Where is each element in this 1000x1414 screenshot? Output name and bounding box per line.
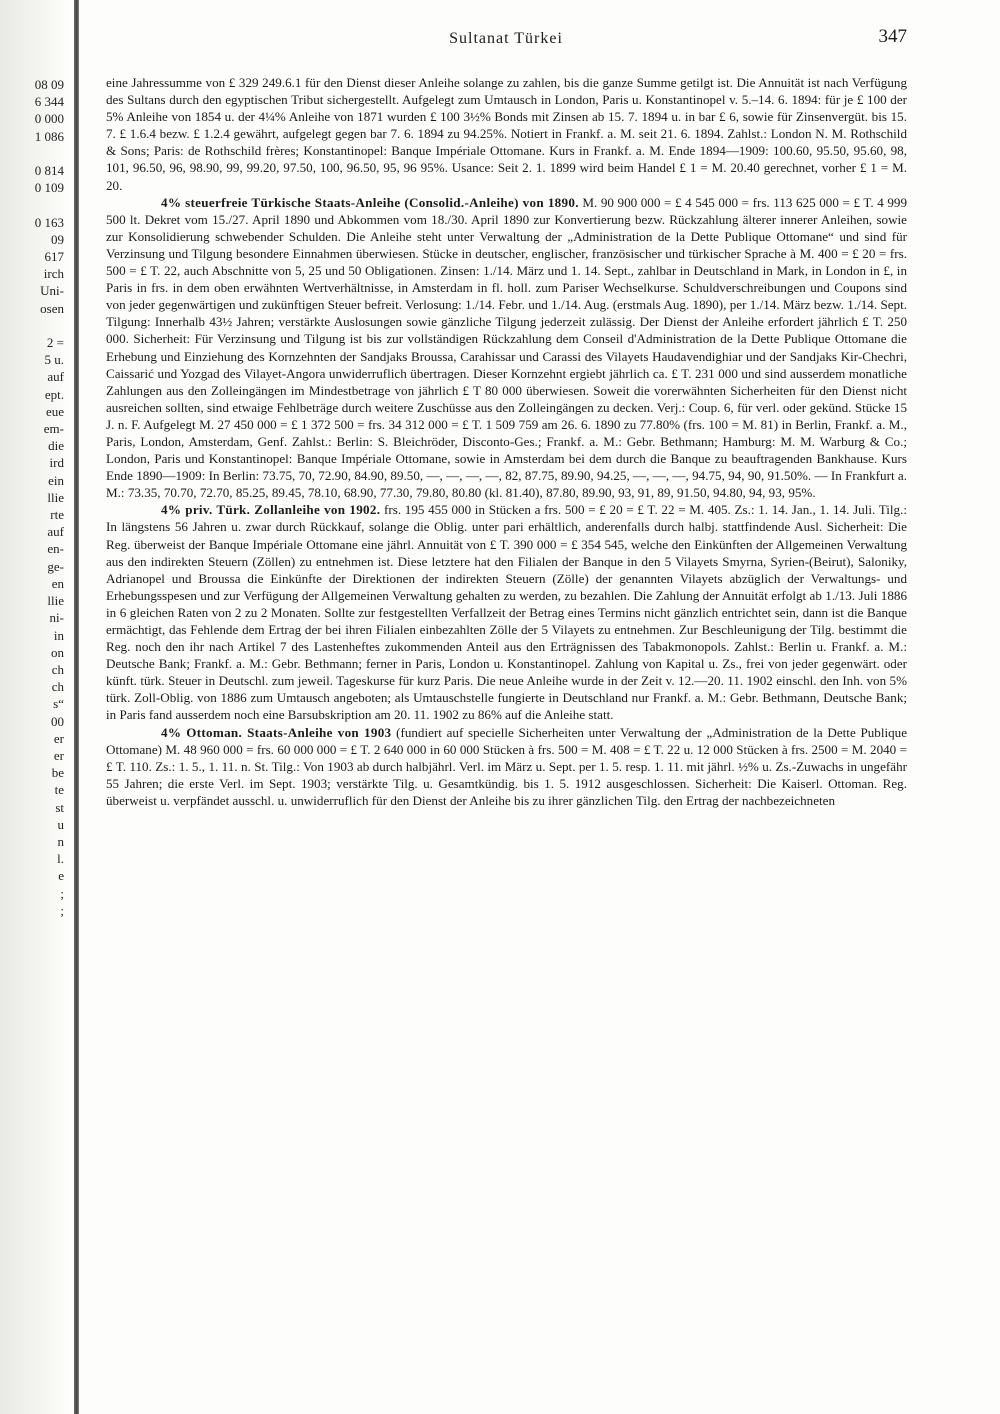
running-head — [105, 26, 907, 56]
previous-page-line: 0 000 — [34, 111, 64, 127]
main-text-column — [106, 74, 907, 1394]
previous-page-line: auf — [47, 369, 64, 385]
previous-page-line: ; — [60, 902, 64, 918]
previous-page-line: osen — [40, 300, 64, 316]
previous-page-line: 0 814 — [34, 163, 64, 179]
previous-page-line: 08 09 — [34, 77, 64, 92]
entry-body: M. 90 900 000 = £ 4 545 000 = frs. 113 625 000 = £ T. 4 999 500 lt. Dekret vom 15./27. April 1890 und Abkommen vom 18./30. April 1890 zur Konvertierung bezw. Rückzahlung älterer innerer Anleihen, sowie zur Konsolidierung schwebender Schulden. Die Anleihe steht unter Verwaltung der „Administration de la Dette Publique Ottomane“ und sind für Verzinsung und Tilgung besondere Einnahmen überwiesen. Stücke in deutscher, englischer, französischer und türkischer Sprache à M. 400 = £ 20 = frs. 500 = £ T. 22, auch Abschnitte von 5, 25 und 50 Obligationen. Zinsen: 1./14. März und 1. 14. Sept., zahlbar in Deutschland in Mark, in London in £, in Paris in frs. in dem oben erwähnten Wertverhältnisse, in Amsterdam in fl. holl. zum Pariser Wechselkurse. Schuldverschreibungen und Coupons sind von jeder gegenwärtigen und zukünftigen Steuer befreit. Verlosung: 1./14. Febr. und 1./14. Aug. (erstmals Aug. 1890), per 1./14. März bezw. 1./14. Sept. Tilgung: Innerhalb 43½ Jahren; verstärkte Auslosungen sowie gänzliche Tilgung jederzeit zulässig. Der Dienst der Anleihe erfordert jährlich £ T. 250 000. Sicherheit: Für Verzinsung und Tilgung ist bis zur vollständigen Rückzahlung dem Conseil d'Administration de la Dette Publique Ottomane die Erhebung und Einziehung des Kornzehnten der Sandjaks Broussa, Carahissar und Carassi des Vilayets Haudavendighiar und der Sandjaks Kir-Chechri, Caissarić und Yozgad des Vilayet-Angora unwiderruflich übertragen. Dieser Kornzehnt ergiebt jährlich ca. £ T. 231 000 und sind ausserdem monatliche Zahlungen aus den Zolleingängen im Mindestbetrage von jährlich £ T 80 000 überwiesen. Soweit die vorerwähnten Sicherheiten für den Dienst nicht ausreichen sollten, sind etwaige Fehlbeträge durch weitere Zuschüsse aus den Zolleingängen zu decken. Verj.: Coup. 6, für verl. oder gekünd. Stücke 15 J. n. F. Aufgelegt M. 27 450 000 = £ 1 372 500 = frs. 34 312 000 = £ T. 1 509 759 am 26. 6. 1890 zu 77.80% (frs. 100 = M. 81) in Berlin, Frankf. a. M., Paris, London, Amsterdam, Genf. Zahlst.: Berlin: S. Bleichröder, Disconto-Ges.; Frankf. a. M.: Gebr. Bethmann; Hamburg: M. M. Warburg & Co.; London, Paris und Konstantinopel: Banque Impériale Ottomane, sowie in Amsterdam bei dem durch die Banque zu beauftragenden Bankhause. Kurs Ende 1890—1909: In Berlin: 73.75, 70, 72.90, 84.90, 89.50, —, —, —, —, 82, 87.75, 89.90, 94.25, —, —, —, 94.75, 94, 90, 91.50%. — In Frankfurt a. M.: 73.35, 70.70, 72.70, 85.25, 89.45, 78.10, 68.90, 77.30, 79.80, 80.80 (kl. 81.40), 87.80, 89.90, 93, 91, 89, 91.50, 94.80, 94, 93, 95%. — [106, 194, 907, 501]
previous-page-line: en- — [47, 541, 64, 557]
previous-page-line: eue — [45, 403, 64, 419]
previous-page-line: ; — [60, 885, 64, 901]
previous-page-line: llie — [47, 593, 64, 609]
entry-consolidated-loan-1890 — [106, 194, 907, 502]
entry-heading: 4% priv. Türk. Zollanleihe von 1902. — [161, 502, 381, 518]
previous-page-line: Uni- — [40, 283, 64, 299]
entry-customs-loan-1902 — [106, 501, 907, 723]
paragraph-continuation — [106, 74, 907, 194]
previous-page-line: 1 086 — [34, 128, 64, 144]
page-title: Sultanat Türkei — [449, 30, 563, 47]
previous-page-line: st — [55, 799, 64, 815]
entry-body: frs. 195 455 000 in Stücken a frs. 500 = £ 20 = £ T. 22 = M. 405. Zs.: 1. 14. Jan., 1. 14. Juli. Tilg.: In längstens 56 Jahren u. zwar durch Rückkauf, solange die Oblig. unter pari erhältlich, anderenfalls durch halbj. stattfindende Ausl. Sicherheit: Die Reg. überweist der Banque Impériale Ottomane eine jährl. Annuität von £ T. 390 000 = £ 354 545, welche den Einkünften der Allgemeinen Verwaltung aus den indirekten Steuern (Zöllen) zu entnehmen ist. Diese letztere hat den Filialen der Banque in den 5 Vilayets Smyrna, Syrien-(Beirut), Saloniky, Adrianopel und Broussa die Einkünfte der Direktionen der indirekten Steuern (Zölle) der genannten Vilayets abzüglich der Verwaltungs- und Erhebungsspesen und zur Verfügung der Allgemeinen Verwaltung gehalten zu werden, zu bezahlen. Die Zahlung der Annuität erfolgt ab 1./13. Juli 1886 in 6 gleichen Raten von 2 zu 2 Monaten. Sollte zur festgestellten Verfallzeit der Betrag eines Termins nicht gänzlich entrichtet sein, dann ist die Banque ermächtigt, das Fehlende dem Ertrag der bei ihren Filialen einbezahlten Zölle der 5 Vilayets zu entnehmen. Zur Beschleunigung der Tilg. bestimmt die Reg. noch den ihr nach Artikel 7 des Lastenheftes zukommenden Anteil aus den Erträgnissen des Tabakmonopols. Zahlst.: Berlin u. Frankf. a. M.: Deutsche Bank; Frankf. a. M.: Gebr. Bethmann; ferner in Paris, London u. Konstantinopel. Zahlung von Kapital u. Zs., frei von jeder gegenwärt. oder künft. türk. Steuer in Deutschl. zum jeweil. Tageskurse für kurz Paris. Die neue Anleihe wurde in der Zeit v. 12.—20. 11. 1902 einschl. den Inh. von 5% türk. Zoll-Oblig. von 1886 zum Umtausch angeboten; als Umtauschstelle fungierte in Deutschland nur Frankf. a. M.: Gebr. Bethmann, Deutsche Bank; in Paris fand ausserdem noch eine Barsubskription am 20. 11. 1902 zu 86% auf die Anleihe statt. — [106, 502, 907, 723]
previous-page-line: 0 109 — [34, 180, 64, 196]
previous-page-line: l. — [57, 851, 64, 867]
previous-page-line: 0 163 — [34, 214, 64, 230]
entry-ottoman-loan-1903 — [106, 724, 907, 809]
previous-page-line: be — [51, 765, 64, 781]
previous-page-line: 2 = — [46, 335, 64, 351]
previous-page-line: ni- — [49, 610, 64, 626]
previous-page-line: ird — [49, 455, 64, 471]
entry-heading: 4% steuerfreie Türkische Staats-Anleihe (Consolid.-Anleihe) von 1890. — [161, 194, 579, 210]
previous-page-line: irch — [43, 266, 64, 282]
paragraph-body: eine Jahressumme von £ 329 249.6.1 für den Dienst dieser Anleihe solange zu zahlen, bis die ganze Summe getilgt ist. Die Annuität ist nach Verfügung des Sultans durch den egyptischen Tribut sichergestellt. Aufgelegt zum Umtausch in London, Paris u. Konstantinopel v. 5.–14. 6. 1894: für je £ 100 der 5% Anleihe von 1854 u. der 4¼% Anleihe von 1871 wurden £ 100 3½% Bonds mit Zinsen ab 15. 7. 1894 u. in bar £ 6, sowie für Zinsenvergüt. bis 15. 7. £ 1.6.4 bezw. £ 1.2.4 gewährt, aufgelegt gegen bar 7. 6. 1894 zu 94.25%. Notiert in Frankf. a. M. seit 21. 6. 1894. Zahlst.: London N. M. Rothschild & Sons; Paris: de Rothschild frères; Konstantinopel: Banque Impériale Ottomane. Kurs in Frankf. a. M. Ende 1894—1909: 100.60, 95.50, 95.60, 98, 101, 96.50, 96, 98.90, 99, 99.20, 97.50, 100, 96.50, 95, 96 95%. Usance: Seit 2. 1. 1899 wird beim Handel £ 1 = M. 20.40 gerechnet, vorher £ 1 = M. 20. — [106, 75, 907, 193]
previous-page-line: ch — [51, 661, 64, 677]
previous-page-line — [0, 196, 66, 213]
previous-page-line: em- — [43, 421, 64, 437]
entry-body: (fundiert auf specielle Sicherheiten unter Verwaltung der „Administration de la Dette Publique Ottomane) M. 48 960 000 = frs. 60 000 000 = £ T. 2 640 000 in 60 000 Stücken à frs. 500 = M. 408 = £ T. 22 u. 12 000 Stücken à frs. 2500 = M. 2040 = £ T. 110. Zs.: 1. 5., 1. 11. n. St. Tilg.: Von 1903 ab durch halbjährl. Verl. im März u. Sept. per 1. 5. resp. 1. 11. mit jährl. ½% u. Zs.-Zuwachs in ungefähr 55 Jahren; die erste Verl. im Sept. 1903; verstärkte Tilg. u. Gesamtkündig. bis 1. 5. 1912 ausgeschlossen. Sicherheit: Die Kaiserl. Ottoman. Reg. überweist u. verpfändet ausschl. u. unwiderruflich für den Dienst der Anleihe bis zu ihrer gänzlichen Tilg. den Ertrag der nachbezeichneten — [106, 724, 907, 808]
page-number: 347 — [878, 26, 907, 47]
previous-page-line: s“ — [53, 696, 64, 712]
entry-heading: 4% Ottoman. Staats-Anleihe von 1903 — [161, 724, 392, 740]
previous-page-line: auf — [47, 524, 64, 540]
previous-page-line: 00 — [51, 713, 64, 729]
previous-page-line: 5 u. — [44, 352, 64, 368]
previous-page-line: n — [57, 833, 64, 849]
previous-page-line: u — [57, 816, 64, 832]
previous-page-line: er — [53, 730, 64, 746]
previous-page-line: 09 — [51, 231, 64, 247]
previous-page-line: die — [48, 438, 64, 454]
previous-page-line: rte — [50, 507, 64, 523]
previous-page-line: ein — [48, 472, 64, 488]
previous-page-line: in — [53, 627, 64, 643]
previous-page-line: ept. — [44, 386, 64, 402]
previous-page-line: en — [51, 575, 64, 591]
previous-page-line: er — [53, 747, 64, 763]
previous-page-line: 617 — [44, 249, 64, 265]
previous-page-line: e — [58, 868, 64, 884]
previous-page-line — [0, 317, 66, 334]
previous-page-fragment — [0, 76, 66, 1326]
previous-page-line: on — [51, 644, 64, 660]
binding-edge — [74, 0, 79, 1414]
previous-page-line — [0, 145, 66, 162]
previous-page-line: te — [54, 782, 64, 798]
previous-page-line: ge- — [47, 558, 64, 574]
previous-page-line: llie — [47, 489, 64, 505]
previous-page-line: 6 344 — [34, 94, 64, 110]
previous-page-line: ch — [51, 679, 64, 695]
